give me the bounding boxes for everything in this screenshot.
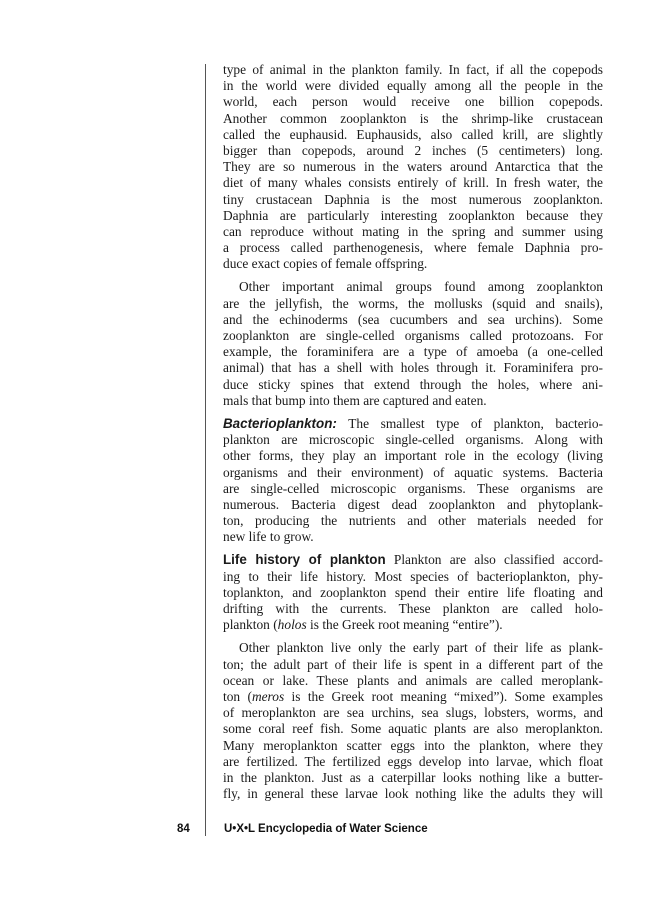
text-line (223, 78, 603, 94)
section-heading: Bacterioplankton: (223, 415, 337, 431)
text-run: animal) that has a shell with holes through it. Foraminifera pro- (223, 360, 603, 376)
text-run: Plankton are also classified accord- (385, 552, 603, 568)
body-text-column (223, 62, 603, 809)
text-line (223, 513, 603, 529)
text-line (223, 601, 603, 617)
text-line (223, 296, 603, 312)
text-run: called the euphausid. Euphausids, also called krill, are slightly (223, 126, 603, 142)
text-line (223, 344, 603, 360)
text-line (223, 640, 603, 656)
text-line (223, 393, 603, 409)
text-line (223, 689, 603, 705)
paragraph (223, 279, 603, 409)
text-run: can reproduce without mating in the spring and summer using (223, 223, 603, 239)
text-line (223, 721, 603, 737)
text-run: type of animal in the plankton family. In fact, if all the copepods (223, 62, 603, 77)
text-line (223, 673, 603, 689)
paragraph (223, 552, 603, 633)
text-run: Another common zooplankton is the shrimp-like crustacean (223, 110, 603, 126)
text-run: holos (277, 617, 307, 633)
text-line (223, 754, 603, 770)
text-line (223, 416, 603, 432)
text-run: are single-celled microscopic organisms. These organisms are (223, 480, 603, 496)
text-run: ton ( (223, 688, 252, 704)
text-run: fly, in general these larvae look nothing like the adults they will (223, 786, 603, 802)
text-line (223, 111, 603, 127)
text-line (223, 770, 603, 786)
margin-rule (205, 64, 206, 836)
paragraph (223, 640, 603, 802)
text-line (223, 377, 603, 393)
text-line (223, 143, 603, 159)
text-line (223, 738, 603, 754)
paragraph (223, 416, 603, 546)
text-run: organisms and their environment) of aquatic systems. Bacteria (223, 464, 603, 480)
text-run: of meroplankton are sea urchins, sea slugs, lobsters, worms, and (223, 705, 603, 721)
text-line (223, 569, 603, 585)
text-line (223, 175, 603, 191)
text-line (223, 617, 603, 633)
text-line (223, 192, 603, 208)
text-run: mals that bump into them are captured and eaten. (223, 392, 487, 408)
text-line (223, 127, 603, 143)
text-run: They are so numerous in the waters around Antarctica that the (223, 159, 603, 175)
text-run: zooplankton are single-celled organisms called protozoans. For (223, 328, 603, 343)
running-footer-title: U•X•L Encyclopedia of Water Science (224, 823, 428, 835)
text-line (223, 705, 603, 721)
text-run: is the Greek root meaning “mixed”). Some examples (284, 688, 603, 704)
text-line (223, 159, 603, 175)
text-line (223, 312, 603, 328)
text-run: toplankton, and zooplankton spend their entire life floating and (223, 584, 603, 600)
text-run: ing to their life history. Most species of bacterioplankton, phy- (223, 568, 603, 584)
text-line (223, 786, 603, 802)
text-run: in the world were divided equally among all the people in the (223, 78, 603, 94)
text-run: bigger than copepods, around 2 inches (5 centimeters) long. (223, 142, 603, 158)
text-run: are fertilized. The fertilized eggs develop into larvae, which float (223, 753, 603, 769)
text-line (223, 585, 603, 601)
text-run: ocean or lake. These plants and animals are called meroplank- (223, 672, 603, 688)
text-line (223, 497, 603, 513)
text-line (223, 529, 603, 545)
text-line (223, 465, 603, 481)
text-line (223, 432, 603, 448)
text-run: in the plankton. Just as a caterpillar looks nothing like a butter- (223, 769, 603, 785)
text-line (223, 657, 603, 673)
text-run: and the echinoderms (sea cucumbers and sea urchins). Some (223, 311, 603, 327)
text-run: duce exact copies of female offspring. (223, 256, 428, 272)
text-run: ton, producing the nutrients and other materials needed for (223, 513, 603, 529)
text-run: Other plankton live only the early part of their life as plank- (239, 640, 603, 656)
text-run: some coral reef fish. Some aquatic plants are also meroplankton. (223, 721, 603, 737)
text-line (223, 552, 603, 568)
text-run: Daphnia are particularly interesting zooplankton because they (223, 207, 603, 223)
text-line (223, 328, 603, 344)
text-run: Other important animal groups found among zooplankton (239, 279, 603, 295)
text-line (223, 481, 603, 497)
text-run: plankton are microscopic single-celled organisms. Along with (223, 432, 603, 448)
text-line (223, 62, 603, 78)
text-run: plankton ( (223, 617, 278, 633)
page-number: 84 (177, 823, 190, 835)
text-run: ton; the adult part of their life is spent in a different part of the (223, 656, 603, 672)
text-line (223, 448, 603, 464)
section-heading: Life history of plankton (223, 552, 386, 568)
text-run: duce sticky spines that extend through the holes, where ani- (223, 376, 603, 392)
text-run: new life to grow. (223, 529, 314, 545)
paragraph (223, 62, 603, 272)
text-run: meros (251, 688, 285, 704)
text-line (223, 208, 603, 224)
text-run: example, the foraminifera are a type of amoeba (a one-celled (223, 344, 603, 360)
text-run: diet of many whales consists entirely of krill. In fresh water, the (223, 175, 603, 191)
text-run: drifting with the currents. These plankton are called holo- (223, 601, 603, 616)
text-line (223, 256, 603, 272)
text-run: world, each person would receive one billion copepods. (223, 94, 603, 110)
text-line (223, 94, 603, 110)
text-run: are the jellyfish, the worms, the mollusks (squid and snails), (223, 295, 603, 311)
text-run: tiny crustacean Daphnia is the most numerous zooplankton. (223, 191, 603, 207)
text-line (223, 360, 603, 376)
text-line (223, 224, 603, 240)
text-run: Many meroplankton scatter eggs into the plankton, where they (223, 737, 603, 753)
text-run: a process called parthenogenesis, where female Daphnia pro- (223, 240, 603, 256)
text-run: other forms, they play an important role in the ecology (living (223, 448, 603, 464)
text-line (223, 279, 603, 295)
text-line (223, 240, 603, 256)
text-run: is the Greek root meaning “entire”). (306, 617, 503, 633)
text-run: numerous. Bacteria digest dead zooplankton and phytoplank- (223, 496, 603, 512)
text-run: The smallest type of plankton, bacterio- (336, 415, 603, 431)
